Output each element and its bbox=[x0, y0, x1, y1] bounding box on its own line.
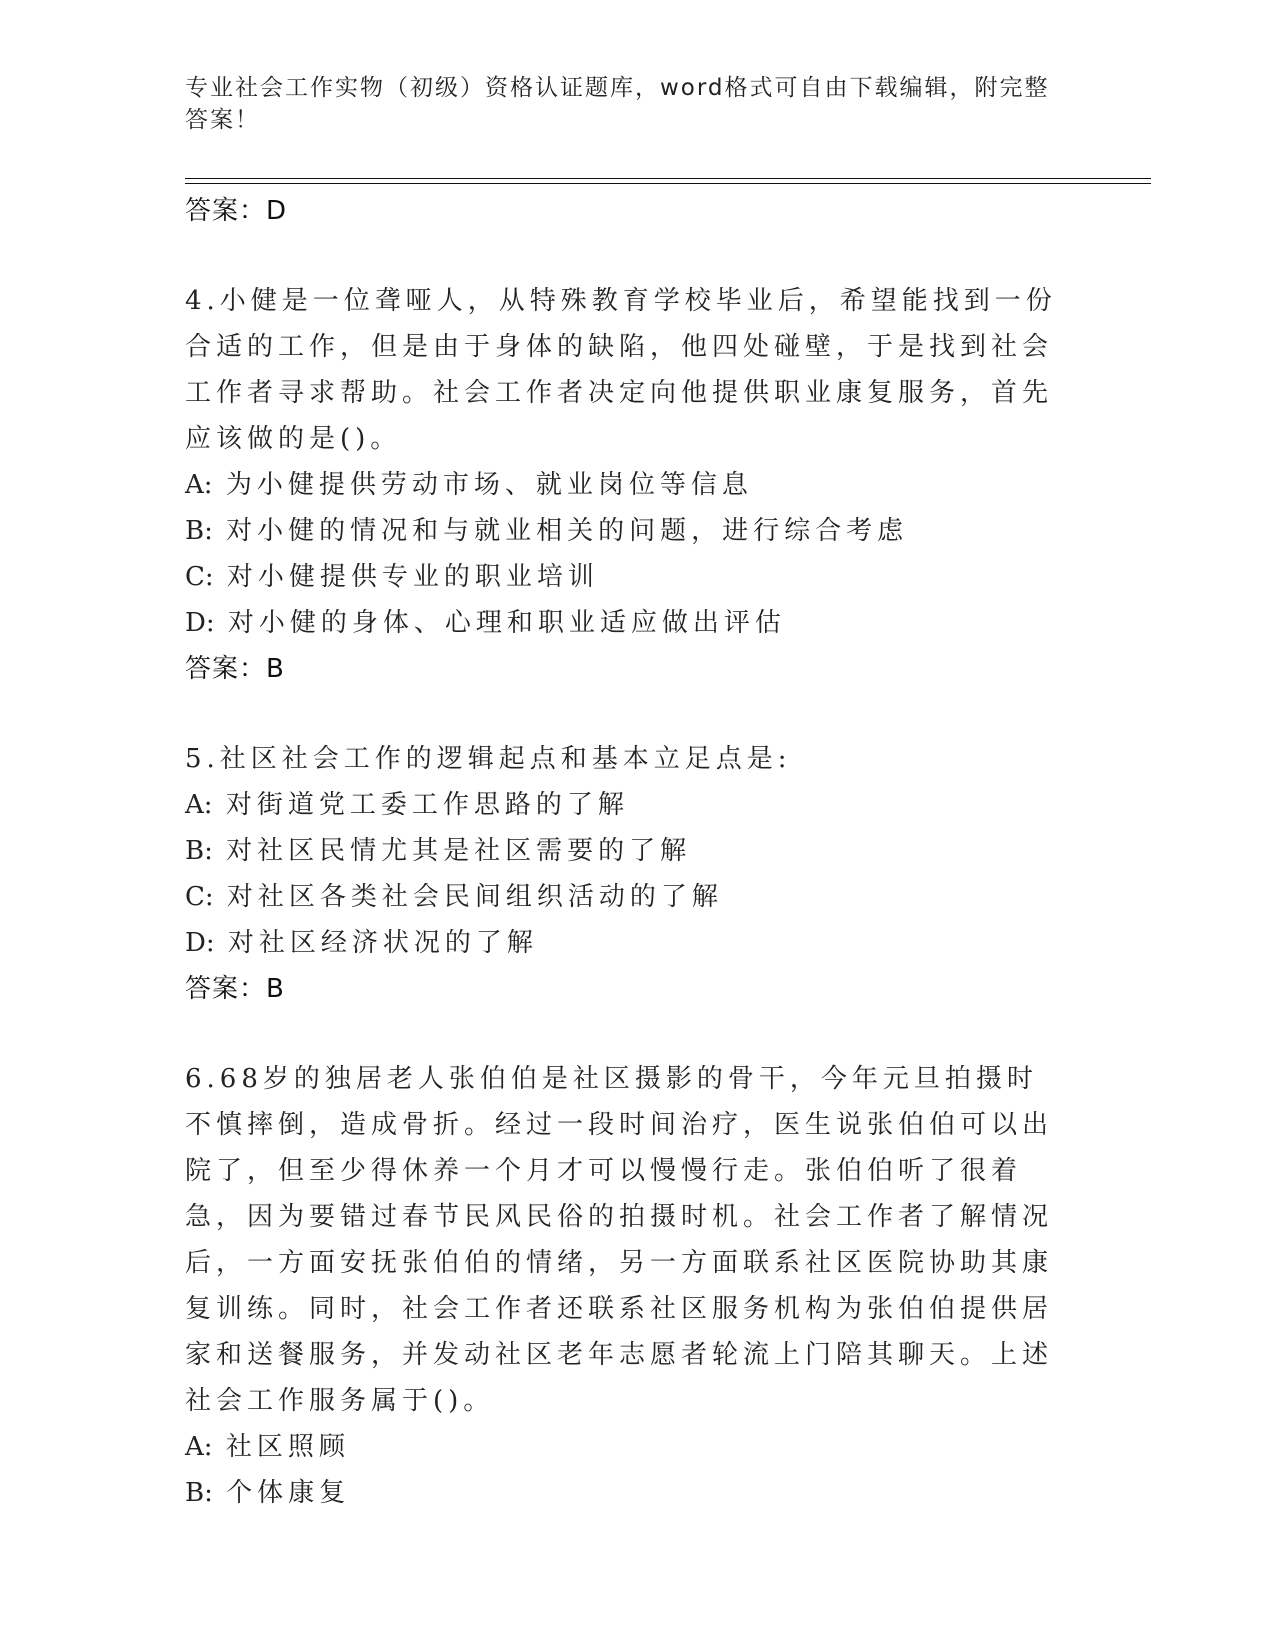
option-a bbox=[185, 1424, 1065, 1470]
option-b bbox=[185, 1470, 1065, 1516]
option-text: 个体康复 bbox=[226, 1478, 351, 1508]
option-text: 对小健的身体、心理和职业适应做出评估 bbox=[227, 608, 786, 638]
option-text: 对小健提供专业的职业培训 bbox=[226, 562, 599, 592]
option-letter: C: bbox=[185, 562, 214, 592]
option-d bbox=[185, 920, 1065, 966]
option-text: 对街道党工委工作思路的了解 bbox=[225, 790, 629, 820]
option-letter: A: bbox=[185, 790, 213, 820]
option-d bbox=[185, 600, 1065, 646]
option-text: 对社区各类社会民间组织活动的了解 bbox=[226, 882, 723, 912]
option-b bbox=[185, 828, 1065, 874]
option-text: 对社区民情尤其是社区需要的了解 bbox=[226, 836, 692, 866]
option-text: 为小健提供劳动市场、就业岗位等信息 bbox=[225, 470, 753, 500]
option-letter: C: bbox=[185, 882, 214, 912]
answer-line: 答案：B bbox=[185, 974, 285, 1004]
header-rule-bottom bbox=[185, 183, 1151, 184]
question-block-6 bbox=[185, 1056, 1065, 1516]
option-letter: A: bbox=[185, 470, 213, 500]
answer-line: 答案：D bbox=[185, 196, 288, 226]
option-c bbox=[185, 554, 1065, 600]
option-text: 对小健的情况和与就业相关的问题，进行综合考虑 bbox=[226, 516, 909, 546]
option-b bbox=[185, 508, 1065, 554]
option-a bbox=[185, 462, 1065, 508]
option-c bbox=[185, 874, 1065, 920]
question-text: 5.社区社会工作的逻辑起点和基本立足点是: bbox=[185, 744, 792, 774]
question-content bbox=[185, 188, 1065, 1516]
option-letter: B: bbox=[185, 1478, 213, 1508]
answer-line: 答案：B bbox=[185, 654, 285, 684]
page-header: 专业社会工作实物（初级）资格认证题库，word格式可自由下载编辑，附完整答案！ bbox=[185, 75, 1050, 133]
spacer bbox=[185, 234, 1065, 278]
option-text: 社区照顾 bbox=[225, 1432, 350, 1462]
option-letter: D: bbox=[185, 608, 215, 638]
option-letter: D: bbox=[185, 928, 215, 958]
option-text: 对社区经济状况的了解 bbox=[227, 928, 538, 958]
spacer bbox=[185, 692, 1065, 736]
option-letter: A: bbox=[185, 1432, 213, 1462]
option-letter: B: bbox=[185, 516, 213, 546]
header-rule-top bbox=[185, 178, 1151, 179]
option-a bbox=[185, 782, 1065, 828]
spacer bbox=[185, 1012, 1065, 1056]
question-text: 6.68岁的独居老人张伯伯是社区摄影的骨干，今年元旦拍摄时不慎摔倒，造成骨折。经过一段时间治疗，医生说张伯伯可以出院了，但至少得休养一个月才可以慢慢行走。张伯伯听了很着急，因为要错过春节民风民俗的拍摄时机。社会工作者了解情况后，一方面安抚张伯伯的情绪，另一方面联系社区医院协助其康复训练。同时，社会工作者还联系社区服务机构为张伯伯提供居家和送餐服务，并发动社区老年志愿者轮流上门陪其聊天。上述社会工作服务属于()。 bbox=[185, 1064, 1054, 1416]
option-letter: B: bbox=[185, 836, 213, 866]
question-text: 4.小健是一位聋哑人，从特殊教育学校毕业后，希望能找到一份合适的工作，但是由于身体的缺陷，他四处碰壁，于是找到社会工作者寻求帮助。社会工作者决定向他提供职业康复服务，首先应该做的是()。 bbox=[185, 286, 1057, 454]
question-block-4 bbox=[185, 278, 1065, 692]
question-block-5 bbox=[185, 736, 1065, 1012]
